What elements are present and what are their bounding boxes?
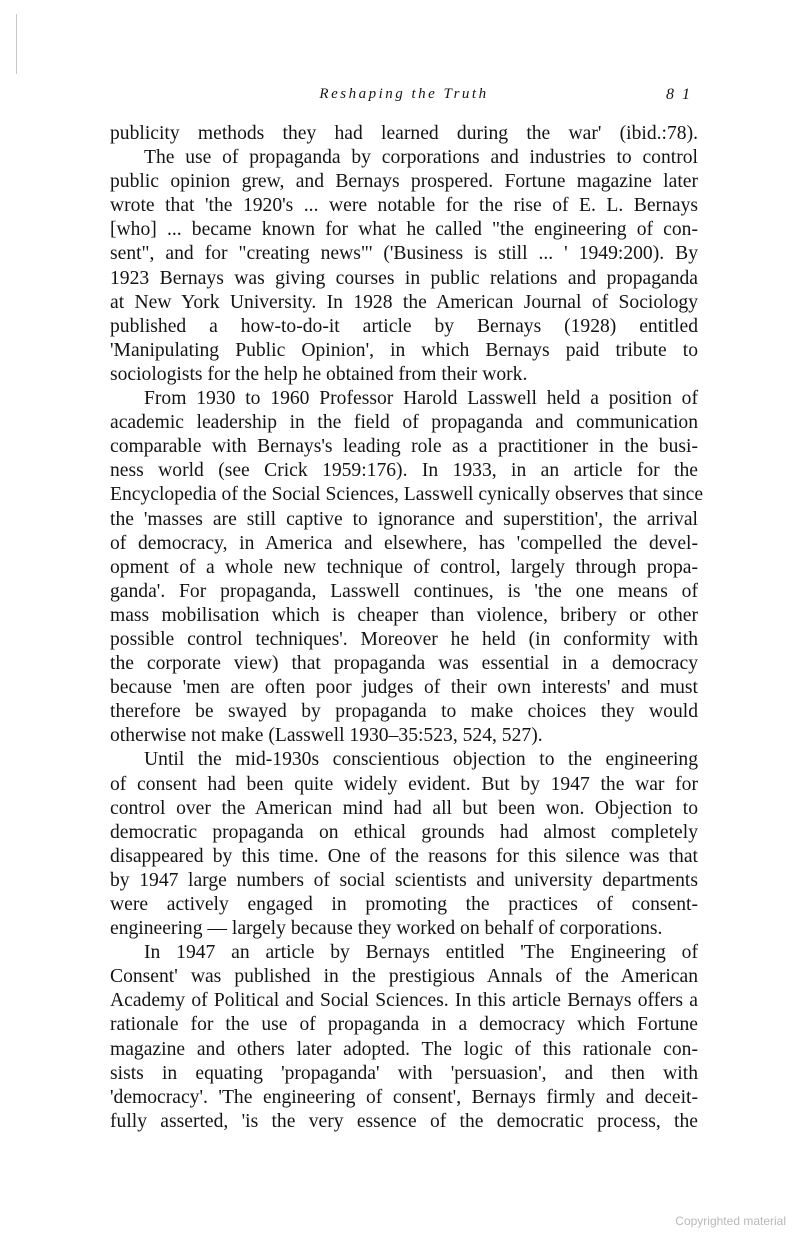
- text-line: ganda'. For propaganda, Lasswell continues, is 'the one means of: [110, 580, 698, 602]
- text-line: 'Manipulating Public Opinion', in which Bernays paid tribute to: [110, 339, 698, 361]
- text-line: possible control techniques'. Moreover he held (in conformity with: [110, 628, 698, 650]
- text-line: at New York University. In 1928 the American Journal of Sociology: [110, 291, 698, 313]
- text-line: of consent had been quite widely evident. But by 1947 the war for: [110, 773, 698, 795]
- text-line: mass mobilisation which is cheaper than violence, bribery or other: [110, 604, 698, 626]
- text-line: sists in equating 'propaganda' with 'persuasion', and then with: [110, 1062, 698, 1084]
- text-line: The use of propaganda by corporations and industries to control: [144, 147, 698, 169]
- text-line: otherwise not make (Lasswell 1930–35:523, 524, 527).: [110, 725, 543, 747]
- text-line: of democracy, in America and elsewhere, has 'compelled the devel-: [110, 532, 698, 554]
- body-text: [110, 122, 704, 1134]
- text-line: public opinion grew, and Bernays prospered. Fortune magazine later: [110, 171, 698, 193]
- text-line: In 1947 an article by Bernays entitled 'The Engineering of: [144, 942, 698, 964]
- text-line: opment of a whole new technique of control, largely through propa-: [110, 556, 698, 578]
- text-line: fully asserted, 'is the very essence of the democratic process, the: [110, 1110, 698, 1132]
- text-line: magazine and others later adopted. The logic of this rationale con-: [110, 1038, 698, 1060]
- text-line: by 1947 large numbers of social scientists and university departments: [110, 869, 698, 891]
- text-line: engineering — largely because they worked on behalf of corporations.: [110, 918, 663, 940]
- text-line: because 'men are often poor judges of their own interests' and must: [110, 677, 698, 699]
- text-line: ness world (see Crick 1959:176). In 1933, in an article for the: [110, 460, 698, 482]
- text-line: [who] ... became known for what he called "the engineering of con-: [110, 219, 698, 241]
- text-line: publicity methods they had learned during the war' (ibid.:78).: [110, 123, 698, 144]
- margin-rule: [16, 14, 17, 74]
- page-number: 81: [666, 86, 698, 103]
- text-line: the corporate view) that propaganda was essential in a democracy: [110, 653, 698, 675]
- text-line: Consent' was published in the prestigious Annals of the American: [110, 966, 698, 988]
- text-line: democratic propaganda on ethical grounds had almost completely: [110, 821, 698, 843]
- text-line: academic leadership in the field of propaganda and communication: [110, 412, 698, 434]
- text-line: From 1930 to 1960 Professor Harold Lasswell held a position of: [144, 388, 698, 410]
- text-line: rationale for the use of propaganda in a democracy which Fortune: [110, 1014, 698, 1036]
- text-line: sent", and for "creating news"' ('Business is still ... ' 1949:200). By: [110, 243, 698, 265]
- text-line: Encyclopedia of the Social Sciences, Lasswell cynically observes that since: [110, 484, 704, 506]
- running-title: Reshaping the Truth: [319, 86, 489, 102]
- text-line: the 'masses are still captive to ignorance and superstition', the arrival: [110, 508, 698, 530]
- text-line: wrote that 'the 1920's ... were notable for the rise of E. L. Bernays: [110, 195, 698, 217]
- copyright-watermark: Copyrighted material: [675, 1214, 786, 1228]
- text-line: disappeared by this time. One of the reasons for this silence was that: [110, 845, 698, 867]
- text-line: Academy of Political and Social Sciences. In this article Bernays offers a: [110, 990, 698, 1012]
- text-line: sociologists for the help he obtained from their work.: [110, 363, 528, 385]
- text-line: were actively engaged in promoting the practices of consent-: [110, 894, 698, 915]
- text-line: 1923 Bernays was giving courses in public relations and propaganda: [110, 267, 698, 289]
- text-line: Until the mid-1930s conscientious objection to the engineering: [144, 749, 698, 771]
- text-line: 'democracy'. 'The engineering of consent', Bernays firmly and deceit-: [110, 1086, 698, 1108]
- text-line: comparable with Bernays's leading role as a practitioner in the busi-: [110, 436, 698, 458]
- text-line: therefore be swayed by propaganda to make choices they would: [110, 701, 698, 723]
- text-line: control over the American mind had all but been won. Objection to: [110, 797, 698, 819]
- text-line: published a how-to-do-it article by Bernays (1928) entitled: [110, 315, 698, 337]
- page-header: [110, 86, 698, 110]
